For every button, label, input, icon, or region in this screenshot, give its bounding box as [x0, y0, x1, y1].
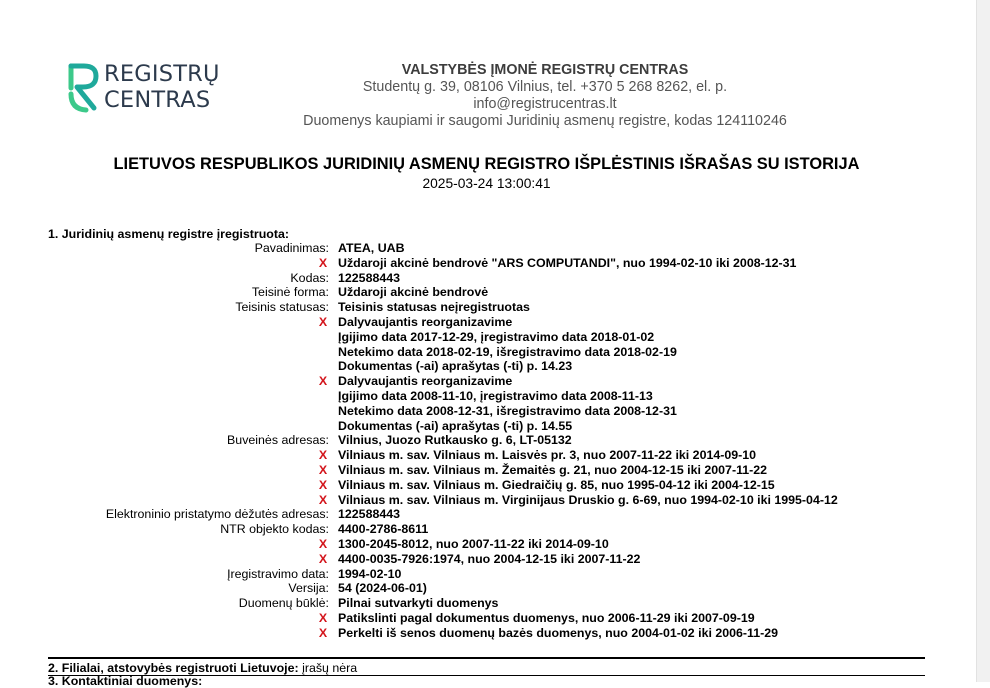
- record-value: 122588443: [338, 507, 401, 522]
- record-value: 122588443: [338, 270, 401, 285]
- history-mark: X: [318, 492, 328, 507]
- logo-wordmark: [104, 61, 220, 113]
- record-row: [0, 359, 976, 374]
- registru-centras-logo: [66, 61, 226, 115]
- record-row: [0, 522, 976, 537]
- record-row: [0, 537, 976, 552]
- document-datetime: 2025-03-24 13:00:41: [422, 176, 551, 191]
- organization-name: VALSTYBĖS ĮMONĖ REGISTRŲ CENTRAS: [401, 62, 689, 78]
- record-row: [0, 463, 976, 478]
- record-value: Įgijimo data 2017-12-29, įregistravimo data 2018-01-02: [338, 329, 655, 344]
- record-label: Įregistravimo data:: [227, 566, 329, 581]
- record-value: Teisinis statusas neįregistruotas: [338, 300, 530, 315]
- record-value: Netekimo data 2008-12-31, išregistravimo data 2008-12-31: [338, 403, 677, 418]
- record-row: [0, 626, 976, 641]
- record-label: Versija:: [288, 581, 329, 596]
- record-label: Kodas:: [290, 270, 329, 285]
- record-row: [0, 241, 976, 256]
- section-1-title: 1. Juridinių asmenų registre įregistruota:: [48, 227, 289, 241]
- record-row: [0, 374, 976, 389]
- record-value: Vilniaus m. sav. Vilniaus m. Laisvės pr. 3, nuo 2007-11-22 iki 2014-09-10: [338, 448, 757, 463]
- organization-address: Studentų g. 39, 08106 Vilnius, tel. +370 5 268 8262, el. p. info@registrucentras.lt: [362, 79, 728, 112]
- history-mark: X: [318, 551, 328, 566]
- record-row: [0, 493, 976, 508]
- record-label: Teisinė forma:: [251, 285, 329, 300]
- history-mark: X: [318, 462, 328, 477]
- record-value: Įgijimo data 2008-11-10, įregistravimo data 2008-11-13: [338, 388, 653, 403]
- record-value: Uždaroji akcinė bendrovė: [338, 285, 489, 300]
- logo-mark-icon: [66, 61, 102, 115]
- record-row: [0, 507, 976, 522]
- record-label: Elektroninio pristatymo dėžutės adresas:: [105, 507, 329, 522]
- record-value: Dalyvaujantis reorganizavime: [338, 374, 513, 389]
- record-value: Patikslinti pagal dokumentus duomenys, nuo 2006-11-29 iki 2007-09-19: [338, 610, 755, 625]
- section-1-rows: [0, 241, 976, 641]
- section-2-value: įrašų nėra: [302, 661, 358, 675]
- record-row: [0, 596, 976, 611]
- record-label: Pavadinimas:: [254, 241, 329, 255]
- history-mark: X: [318, 255, 328, 270]
- record-label: NTR objekto kodas:: [220, 522, 329, 537]
- history-mark: X: [318, 448, 328, 463]
- record-value: 1300-2045-8012, nuo 2007-11-22 iki 2014-09-10: [338, 536, 609, 551]
- record-value: Uždaroji akcinė bendrovė "ARS COMPUTANDI", nuo 1994-02-10 iki 2008-12-31: [338, 255, 797, 270]
- section-2-title: 2. Filialai, atstovybės registruoti Lietuvoje:: [48, 661, 299, 675]
- record-value: 4400-2786-8611: [338, 522, 429, 537]
- record-row: [0, 285, 976, 300]
- record-value: ATEA, UAB: [338, 241, 405, 255]
- record-value: Vilniaus m. sav. Vilniaus m. Virginijaus Druskio g. 6-69, nuo 1994-02-10 iki 1995-04-12: [338, 492, 838, 507]
- record-row: [0, 611, 976, 626]
- organization-header: [300, 62, 790, 130]
- record-row: [0, 419, 976, 434]
- record-value: 4400-0035-7926:1974, nuo 2004-12-15 iki 2007-11-22: [338, 551, 641, 566]
- record-row: [0, 478, 976, 493]
- record-value: Vilniaus m. sav. Vilniaus m. Žemaitės g. 21, nuo 2004-12-15 iki 2007-11-22: [338, 462, 768, 477]
- record-row: [0, 433, 976, 448]
- record-row: [0, 345, 976, 360]
- history-mark: X: [318, 536, 328, 551]
- history-mark: X: [318, 477, 328, 492]
- record-row: [0, 300, 976, 315]
- section-divider: [48, 657, 925, 659]
- record-label: Buveinės adresas:: [227, 433, 329, 448]
- record-value: Pilnai sutvarkyti duomenys: [338, 596, 499, 611]
- record-row: [0, 315, 976, 330]
- register-note: Duomenys kaupiami ir saugomi Juridinių asmenų registre, kodas 124110246: [303, 113, 787, 129]
- record-label: Teisinis statusas:: [235, 300, 329, 315]
- record-row: [0, 389, 976, 404]
- logo-line-1: REGISTRŲ: [104, 61, 220, 87]
- document-title: LIETUVOS RESPUBLIKOS JURIDINIŲ ASMENŲ REGISTRO IŠPLĖSTINIS IŠRAŠAS SU ISTORIJA: [113, 155, 860, 173]
- record-row: [0, 567, 976, 582]
- logo-line-2: CENTRAS: [104, 87, 211, 113]
- record-value: Dalyvaujantis reorganizavime: [338, 314, 513, 329]
- record-value: Dokumentas (-ai) aprašytas (-ti) p. 14.23: [338, 359, 573, 374]
- history-mark: X: [318, 610, 328, 625]
- record-value: Perkelti iš senos duomenų bazės duomenys, nuo 2004-01-02 iki 2006-11-29: [338, 625, 779, 640]
- record-row: [0, 552, 976, 567]
- record-row: [0, 581, 976, 596]
- record-row: [0, 330, 976, 345]
- record-value: Vilnius, Juozo Rutkausko g. 6, LT-05132: [338, 433, 572, 448]
- record-row: [0, 271, 976, 286]
- scrollbar[interactable]: [976, 0, 990, 682]
- record-row: [0, 404, 976, 419]
- record-value: 54 (2024-06-01): [338, 581, 427, 596]
- history-mark: X: [318, 625, 328, 640]
- record-row: [0, 256, 976, 271]
- record-label: Duomenų būklė:: [238, 596, 329, 611]
- record-value: Netekimo data 2018-02-19, išregistravimo data 2018-02-19: [338, 344, 677, 359]
- record-value: Vilniaus m. sav. Vilniaus m. Giedraičių g. 85, nuo 1995-04-12 iki 2004-12-15: [338, 477, 775, 492]
- record-row: [0, 448, 976, 463]
- history-mark: X: [318, 314, 328, 329]
- record-value: Dokumentas (-ai) aprašytas (-ti) p. 14.55: [338, 418, 573, 433]
- record-value: 1994-02-10: [338, 566, 402, 581]
- history-mark: X: [318, 374, 328, 389]
- section-3-title: 3. Kontaktiniai duomenys:: [48, 674, 203, 688]
